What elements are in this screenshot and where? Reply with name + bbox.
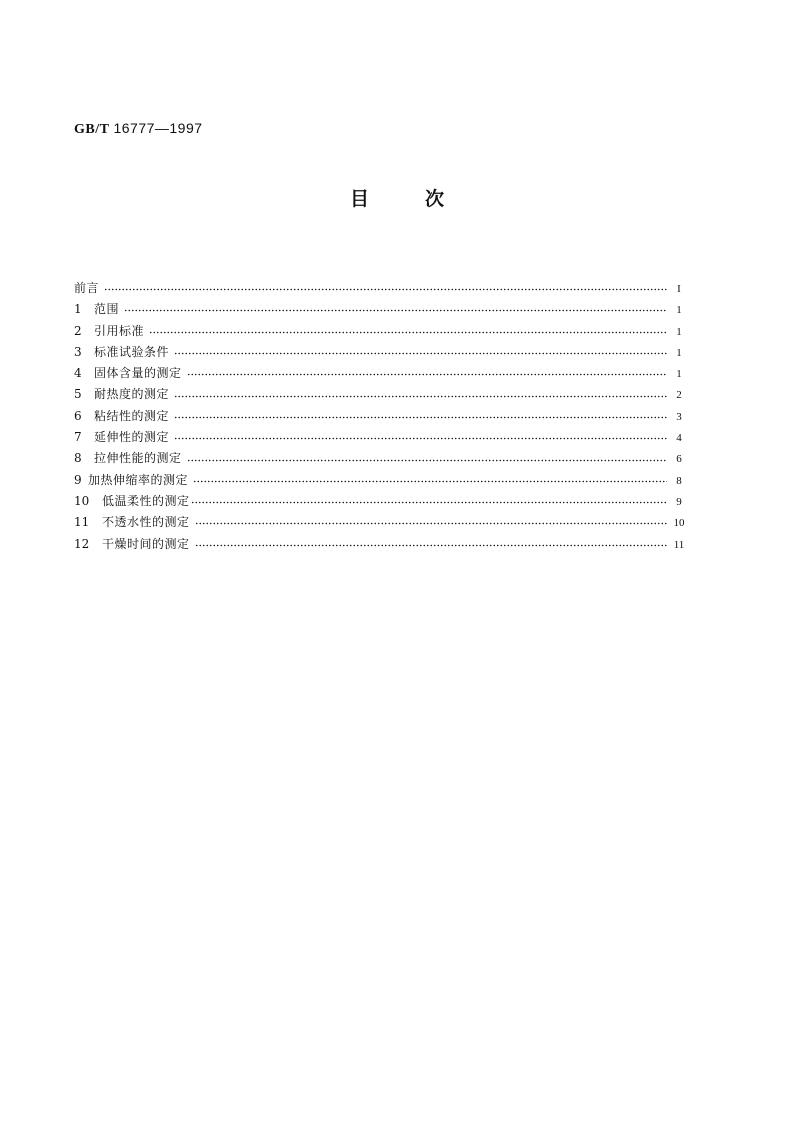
toc-entry-number: 3 bbox=[74, 344, 82, 359]
toc-entry-page: 2 bbox=[676, 389, 682, 402]
toc-entry-number: 8 bbox=[74, 451, 82, 466]
toc-entry-number: 12 bbox=[74, 536, 90, 551]
toc-entry-page: 11 bbox=[673, 538, 685, 551]
toc-entry-page: 1 bbox=[676, 325, 682, 338]
toc-entry-label: 耐热度的测定 bbox=[94, 387, 170, 402]
toc-leader-dots bbox=[174, 412, 667, 422]
toc-entry-foreword[interactable] bbox=[74, 278, 686, 299]
toc-entry-label: 干燥时间的测定 bbox=[102, 536, 190, 551]
toc-leader-dots bbox=[104, 285, 667, 295]
toc-entry-page: 1 bbox=[676, 368, 682, 381]
page-title bbox=[0, 184, 794, 211]
toc-entry-page: 3 bbox=[676, 410, 682, 423]
toc-leader-dots bbox=[174, 434, 667, 444]
toc-entry-number: 5 bbox=[74, 387, 82, 402]
toc-entry-9[interactable] bbox=[74, 470, 686, 491]
toc-entry-label: 加热伸缩率的测定 bbox=[88, 472, 189, 487]
table-of-contents bbox=[74, 278, 686, 555]
standard-number: 16777—1997 bbox=[113, 120, 203, 136]
toc-entry-1[interactable] bbox=[74, 299, 686, 320]
toc-entry-label: 拉伸性能的测定 bbox=[94, 451, 182, 466]
toc-entry-label: 延伸性的测定 bbox=[94, 430, 170, 445]
toc-entry-page: 9 bbox=[676, 495, 682, 508]
toc-entry-5[interactable] bbox=[74, 384, 686, 405]
toc-entry-number: 2 bbox=[74, 323, 82, 338]
toc-leader-dots bbox=[187, 370, 667, 380]
toc-entry-number: 6 bbox=[74, 408, 82, 423]
toc-entry-label: 范围 bbox=[94, 302, 120, 317]
toc-entry-8[interactable] bbox=[74, 448, 686, 469]
toc-entry-label: 引用标准 bbox=[94, 323, 145, 338]
toc-leader-dots bbox=[174, 391, 667, 401]
toc-entry-page: 6 bbox=[676, 453, 682, 466]
toc-entry-11[interactable] bbox=[74, 512, 686, 533]
title-char-2: 次 bbox=[425, 188, 445, 210]
toc-entry-label: 低温柔性的测定 bbox=[102, 493, 190, 508]
toc-leader-dots bbox=[191, 498, 667, 508]
toc-entry-number: 4 bbox=[74, 366, 82, 381]
toc-entry-page: 8 bbox=[676, 474, 682, 487]
toc-leader-dots bbox=[195, 519, 667, 529]
toc-leader-dots bbox=[174, 349, 667, 359]
toc-entry-10[interactable] bbox=[74, 491, 686, 512]
toc-leader-dots bbox=[195, 540, 667, 550]
toc-entry-3[interactable] bbox=[74, 342, 686, 363]
standard-prefix: GB/T bbox=[74, 122, 110, 137]
toc-leader-dots bbox=[193, 476, 667, 486]
toc-entry-page: I bbox=[677, 283, 681, 295]
toc-entry-number: 11 bbox=[74, 515, 90, 530]
toc-entry-number: 9 bbox=[74, 472, 82, 487]
toc-entry-7[interactable] bbox=[74, 427, 686, 448]
toc-entry-number: 7 bbox=[74, 430, 82, 445]
toc-entry-4[interactable] bbox=[74, 363, 686, 384]
toc-leader-dots bbox=[187, 455, 667, 465]
title-char-1: 目 bbox=[349, 188, 369, 210]
toc-entry-label: 不透水性的测定 bbox=[102, 515, 190, 530]
toc-entry-number: 10 bbox=[74, 493, 90, 508]
toc-entry-label: 固体含量的测定 bbox=[94, 366, 182, 381]
toc-entry-6[interactable] bbox=[74, 406, 686, 427]
toc-entry-label: 前言 bbox=[74, 281, 100, 295]
toc-entry-label: 粘结性的测定 bbox=[94, 408, 170, 423]
toc-entry-page: 4 bbox=[676, 432, 682, 445]
toc-entry-12[interactable] bbox=[74, 534, 686, 555]
standard-code bbox=[74, 120, 203, 138]
toc-entry-page: 10 bbox=[673, 517, 685, 530]
toc-leader-dots bbox=[149, 327, 667, 337]
toc-entry-page: 1 bbox=[676, 304, 682, 317]
toc-entry-number: 1 bbox=[74, 302, 82, 317]
toc-leader-dots bbox=[124, 306, 667, 316]
toc-entry-page: 1 bbox=[676, 346, 682, 359]
toc-entry-2[interactable] bbox=[74, 321, 686, 342]
toc-entry-label: 标准试验条件 bbox=[94, 344, 170, 359]
